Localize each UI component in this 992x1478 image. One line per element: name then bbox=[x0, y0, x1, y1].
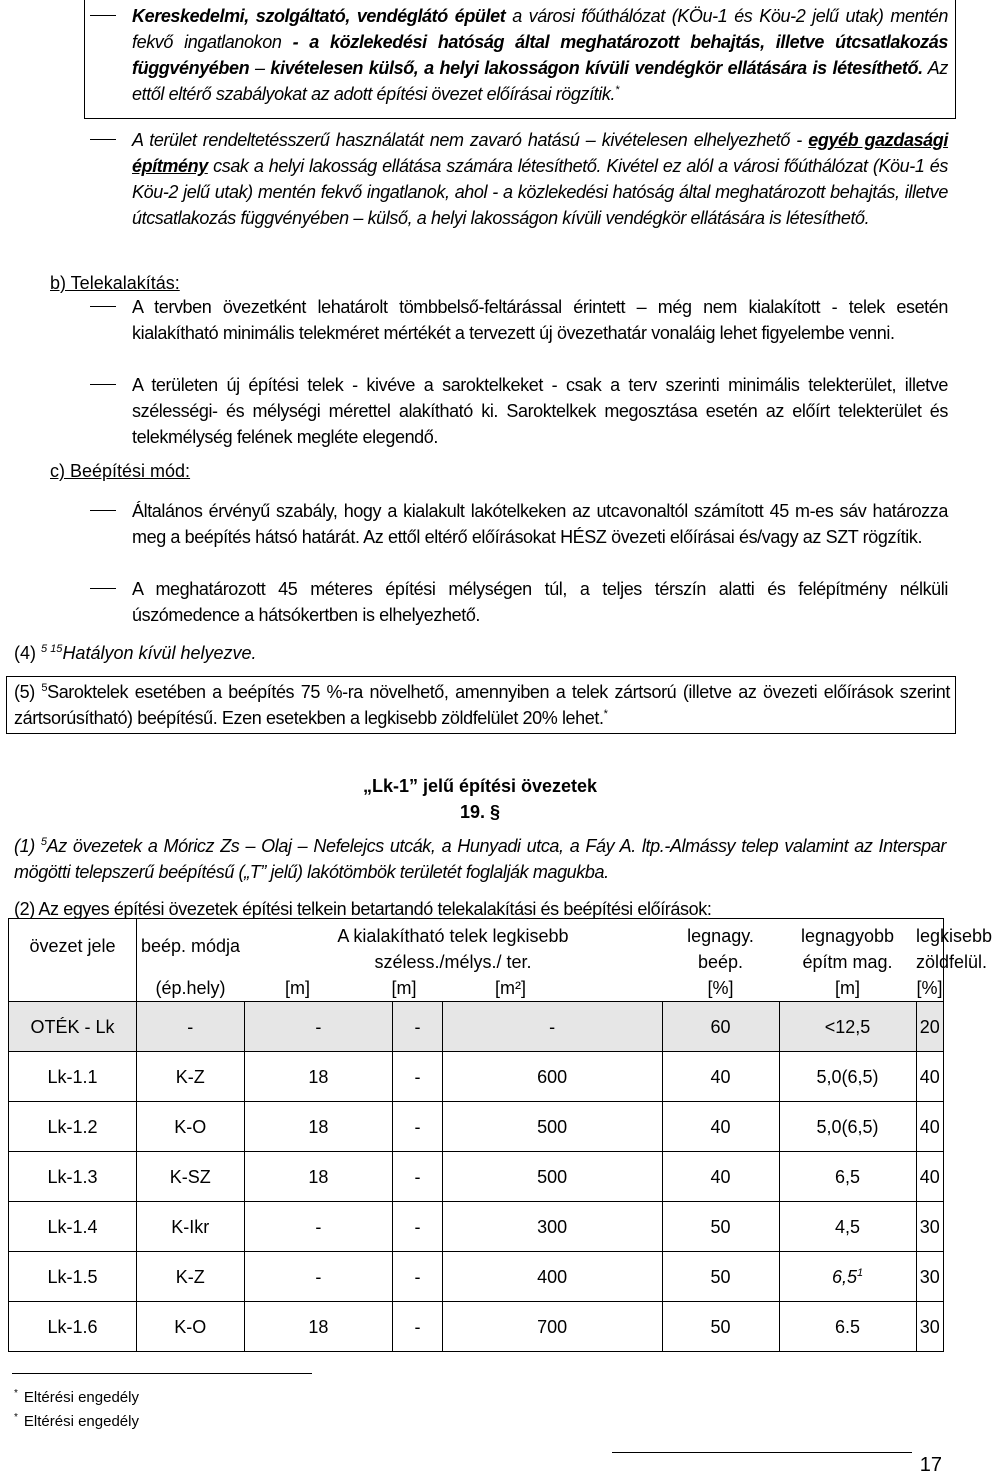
table-row: Lk-1.6 K-O 18 - 700 50 6.5 30 bbox=[9, 1302, 944, 1352]
list-dash bbox=[90, 384, 116, 385]
table-row: Lk-1.5 K-Z - - 400 50 $6,5^1$ 30 bbox=[9, 1252, 944, 1302]
heading-telekalakitas: b) Telekalakítás: bbox=[50, 273, 180, 293]
list-item-text: Általános érvényű szabály, hogy a kialakult lakótelkeken az utcavonaltól számított 45 m-es sáv határozza meg a beépítés hátsó határát. Az ettől eltérő előírásokat HÉSZ övezeti előírásai és/vagy az SZT rögzítik. bbox=[132, 501, 948, 547]
list-item-text: A terület rendeltetésszerű használatát nem zavaró hatású – kivételesen elhelyezhető - egyéb gazdasági építmény csak a helyi lakosság ellátása számára létesíthető. Kivétel ez alól a városi főúthálózat (Köu-1 és Köu-2 jelű utak) mentén fekvő ingatlanok, ahol - a közlekedési hatóság által meghatározott behajtás, illetve útcsatlakozás függvényében – külső, a helyi lakosságon kívüli vendégkör ellátására is létesíthető. bbox=[132, 130, 948, 228]
table-row: Lk-1.2 K-O 18 - 500 40 5,0(6,5) 40 bbox=[9, 1102, 944, 1152]
list-item-text: A tervben övezetként lehatárolt tömbbelső-feltárással érintett – még nem kialakított - telek esetén kialakítható minimális telekméret mértékét a tervezett új övezethatár vonaláig lehet figyelembe venni. bbox=[132, 297, 948, 343]
list-dash bbox=[90, 306, 116, 307]
table-row: Lk-1.3 K-SZ 18 - 500 40 6,5 40 bbox=[9, 1152, 944, 1202]
section-paragraph-2: (2) Az egyes építési övezetek építési telkein betartandó telekalakítási és beépítési előírások: bbox=[14, 899, 712, 919]
header-mode: beép. módja (ép.hely) bbox=[137, 919, 245, 1002]
header-zone: övezet jele bbox=[9, 919, 137, 1002]
table-row: OTÉK - Lk - - - - 60 <12,5 20 bbox=[9, 1002, 944, 1052]
table-row: Lk-1.4 K-Ikr - - 300 50 4,5 30 bbox=[9, 1202, 944, 1252]
footnote-separator bbox=[12, 1373, 312, 1374]
header-coverage: legnagy. beép. [%] bbox=[662, 919, 779, 1002]
heading-beepitesi-mod: c) Beépítési mód: bbox=[50, 461, 191, 481]
zoning-rules-table bbox=[8, 918, 992, 1352]
section-paragraph-1: (1) $^5$Az övezetek a Móricz Zs – Olaj – Nefelejcs utcák, a Hunyadi utca, a Fáy A. ltp.-Almássy telep valamint az Interspar mögötti telepszerű beépítésű („T” jelű) lakótömbök területét foglalják magukba. bbox=[14, 836, 946, 882]
page-footer-rule bbox=[612, 1452, 912, 1453]
footnote-2: * Eltérési engedély bbox=[14, 1412, 139, 1430]
header-height: legnagyobb építm mag. [m] bbox=[779, 919, 916, 1002]
list-dash bbox=[90, 588, 116, 589]
paragraph-4: (4) $^{5 15}$Hatályon kívül helyezve. bbox=[14, 643, 257, 663]
footnote-1: * Eltérési engedély bbox=[14, 1388, 139, 1406]
table-row: Lk-1.1 K-Z 18 - 600 40 5,0(6,5) 40 bbox=[9, 1052, 944, 1102]
section-title: „Lk-1” jelű építési övezetek bbox=[362, 776, 598, 796]
header-green: legkisebb zöldfelül. [%] bbox=[916, 919, 943, 1002]
list-item-text: A területen új építési telek - kivéve a saroktelkeket - csak a terv szerinti minimális telekterület, illetve szélességi- és mélységi mérettel alakítható ki. Saroktelkek megosztása esetén az előírt telekterület és telekmélység felének megléte elegendő. bbox=[132, 375, 948, 447]
footnote-marker: * bbox=[615, 84, 619, 96]
list-dash bbox=[90, 139, 116, 140]
page-number: 17 bbox=[919, 1454, 942, 1476]
section-number: 19. § bbox=[459, 802, 501, 822]
list-dash bbox=[90, 15, 116, 16]
paragraph-5: (5) $^5$Saroktelek esetében a beépítés 75 %-ra növelhető, amennyiben a telek zártsorú (illetve az övezeti előírások szerint zártsorúsítható) beépítésű. Ezen esetekben a legkisebb zöldfelület 20% lehet.* bbox=[14, 682, 950, 728]
table-header-row bbox=[9, 919, 944, 1002]
list-item-text: A meghatározott 45 méteres építési mélységen túl, a teljes térszín alatti és felépítmény nélküli úszómedence a hátsókertben is elhelyezhető. bbox=[132, 579, 948, 625]
list-item-text: Kereskedelmi, szolgáltató, vendéglátó épület a városi főúthálózat (KÖu-1 és Köu-2 jelű utak) mentén fekvő ingatlanokon - a közlekedési hatóság által meghatározott behajtás, illetve útcsatlakozás függvényében – kivételesen külső, a helyi lakosságon kívüli vendégkör ellátására is létesíthető. Az ettől eltérő szabályokat az adott építési övezet előírásai rögzítik.* bbox=[132, 6, 949, 104]
list-dash bbox=[90, 510, 116, 511]
header-min-plot: A kialakítható telek legkisebb széless./mélys./ ter. [m] [m] [m²] bbox=[244, 919, 662, 1002]
